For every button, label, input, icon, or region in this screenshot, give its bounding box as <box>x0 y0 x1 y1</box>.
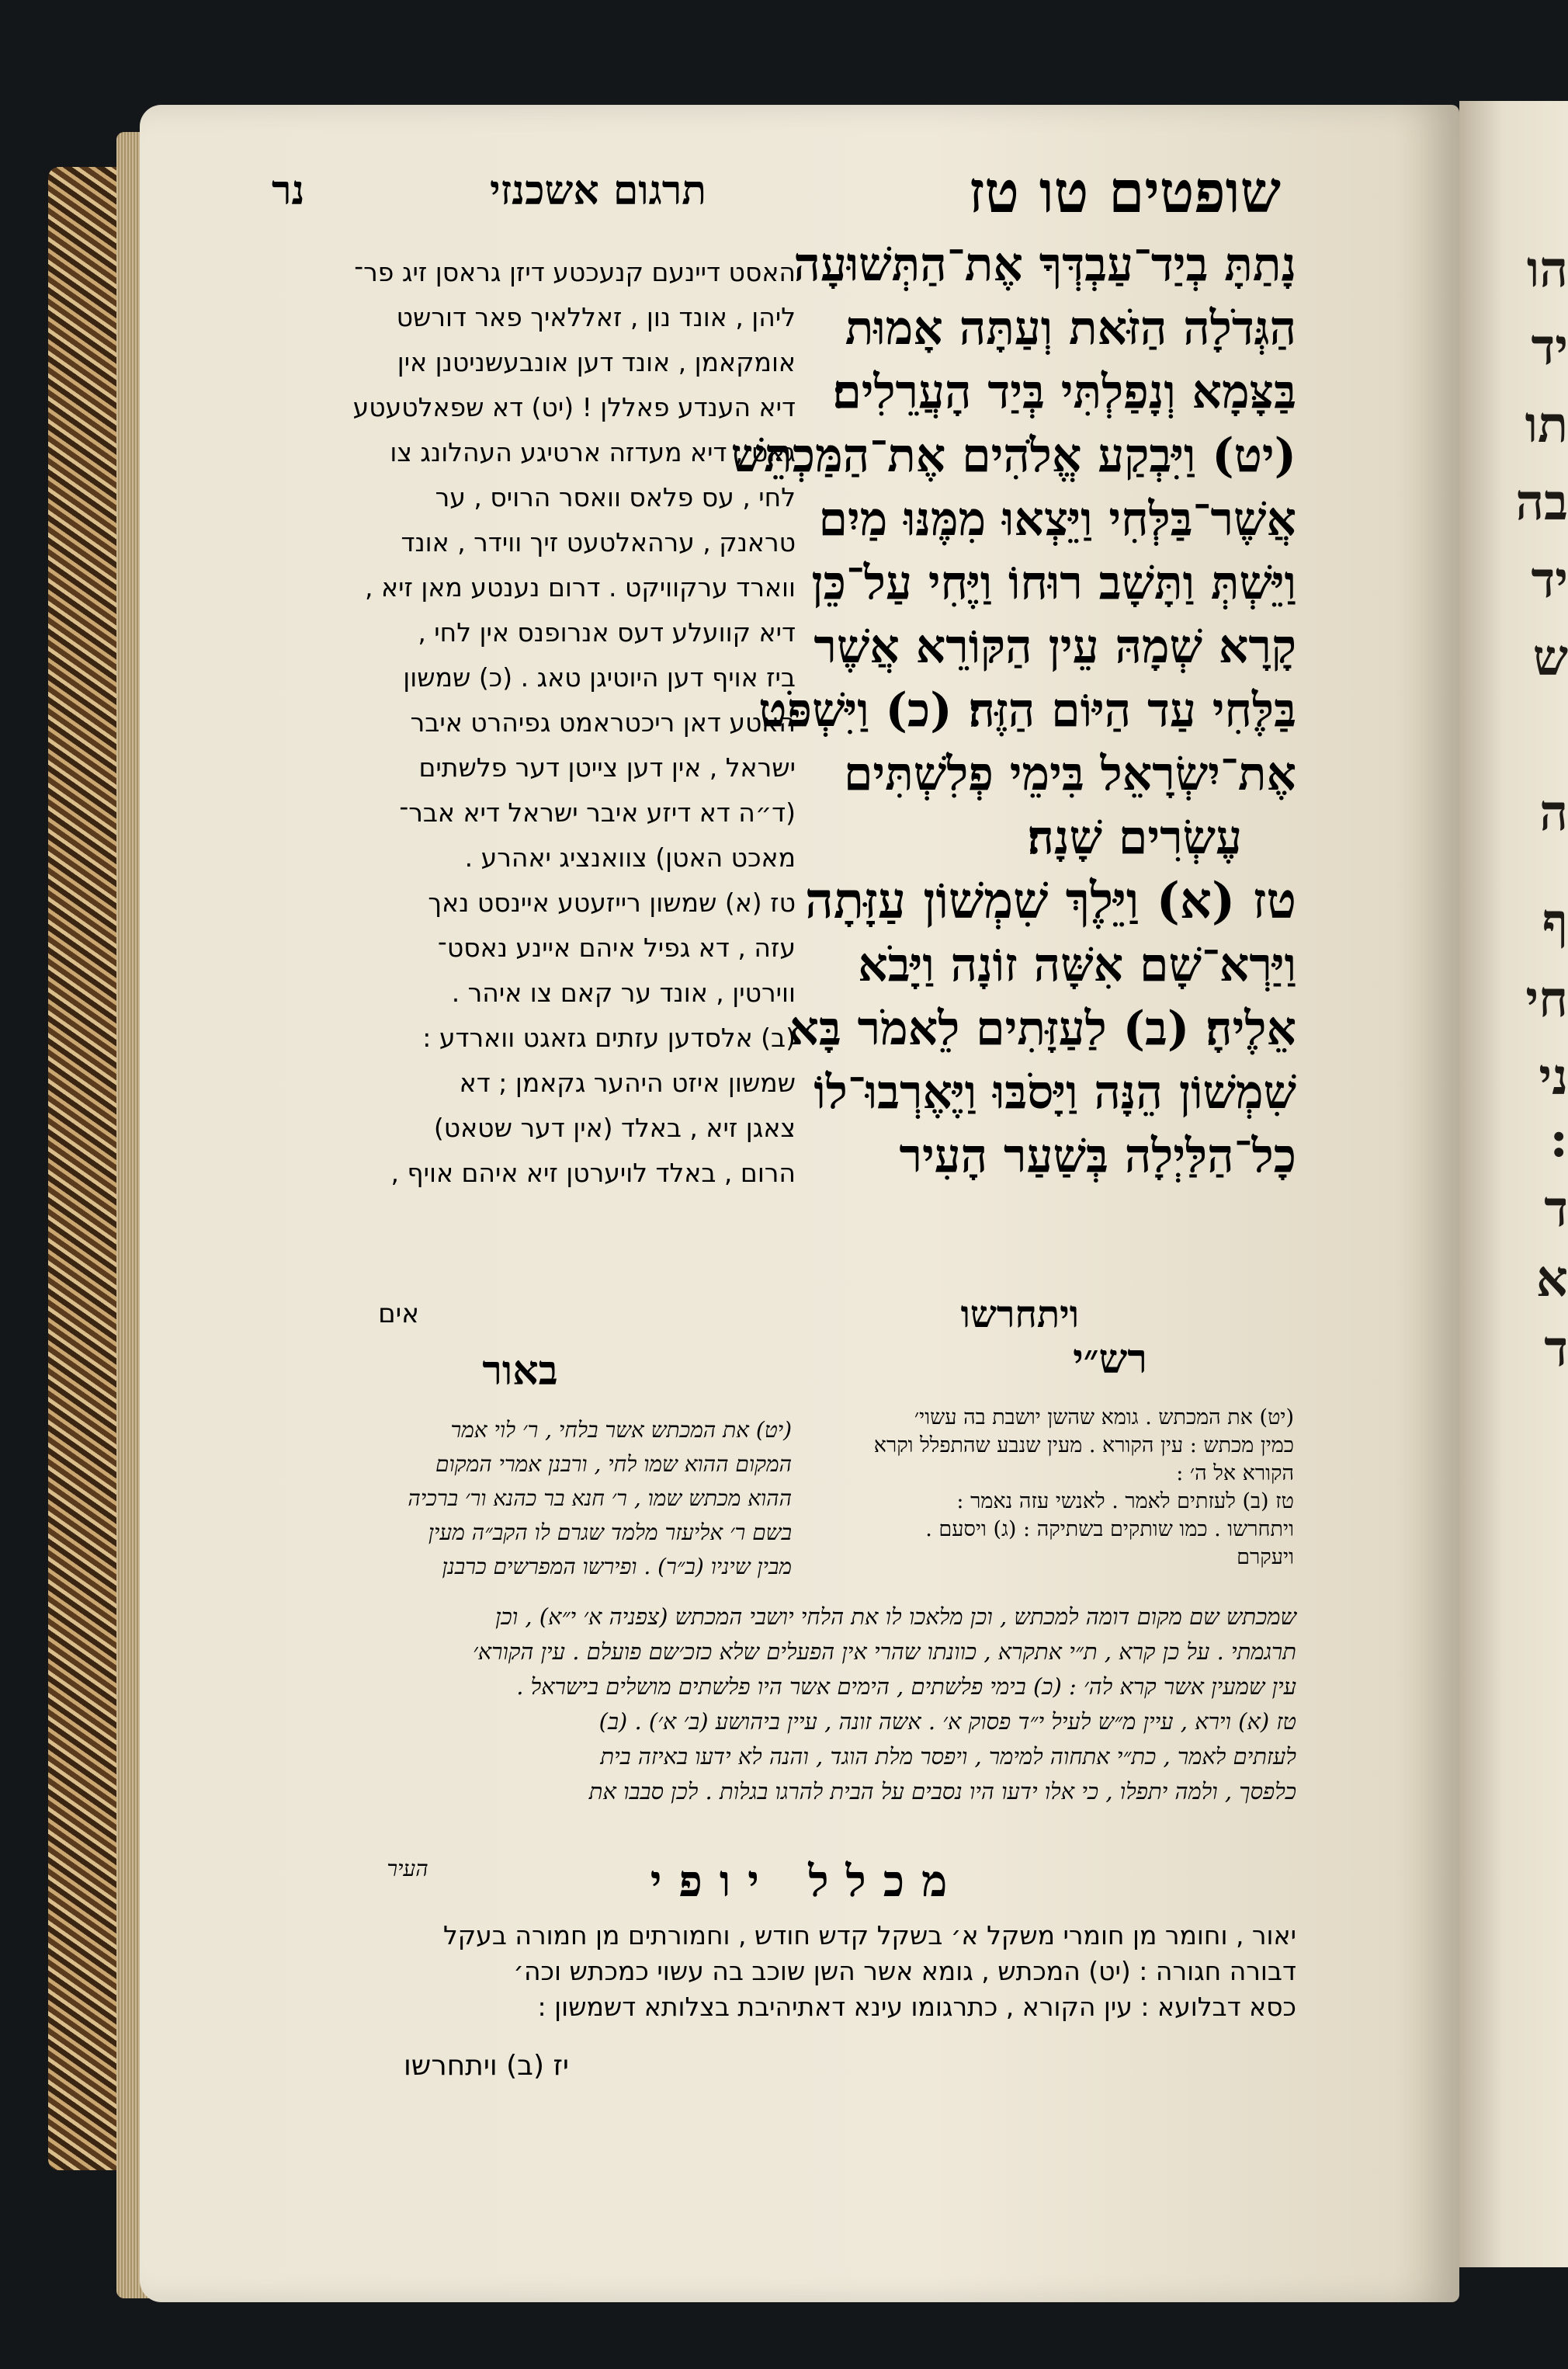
translation-line: ווארד ערקוויקט . דרום נענטע מאן זיא , <box>365 572 796 603</box>
page-catchword: יז (ב) ויתחרשו <box>404 2050 569 2082</box>
facing-page-text: תו <box>1525 396 1568 454</box>
facing-page-text: ש <box>1532 629 1568 687</box>
page-number: נר <box>272 167 305 214</box>
facing-page-text: הו <box>1526 241 1568 299</box>
scripture-line: שִׁמְשׁוֹן הֵנָּה וַיָּסֹבּוּ וַיֶּאֶרְבוּ־לוֹ <box>813 1065 1296 1120</box>
translation-line: טראנק , ערהאלטעט זיך ווידר , אונד <box>401 527 796 558</box>
translation-line: האטע דאן ריכטראמט גפיהרט איבר <box>410 707 796 738</box>
rashi-line: (יט) את המכתש . גומא שהשן יושבת בה עשוי׳ <box>914 1405 1294 1429</box>
scripture-line: נָתַתָּ בְיַד־עַבְדְּךָ אֶת־הַתְּשׁוּעָה <box>793 238 1296 292</box>
translation-line: טז (א) שמשון רייזעטע איינסט נאך <box>428 888 796 918</box>
facing-page-text: ד <box>1544 1180 1568 1238</box>
biur-heading: באור <box>482 1347 558 1395</box>
biur-line: מבין שיניו (ב״ר) . ופירשו המפרשים כרבנן <box>442 1554 792 1579</box>
running-header <box>272 167 706 214</box>
commentary-line: עין שמעין אשר קרא לה׳ : (כ) בימי פלשתים , הימים אשר היו פלשתים מושלים בישראל . <box>516 1673 1296 1700</box>
rashi-line: כמין מכתש : עין הקורא . מעין שנבע שהתפלל וקרא <box>873 1433 1294 1457</box>
translation-line: ליהן , אונד נון , זאללאיך פאר דורשט <box>396 302 796 332</box>
mikhlal-line: כסא דבלועא : עין הקורא , כתרגומו עינא דאתיהיבת בצלותא דשמשון : <box>537 1992 1296 2022</box>
scripture-column <box>730 233 1296 1188</box>
biur-line: בשם ר׳ אליעזר מלמד שגרם לו הקב״ה מעין <box>428 1520 792 1545</box>
facing-page-text: יד <box>1531 318 1568 377</box>
translation-line: (ב) אלסדען עזתים גזאגט ווארדע : <box>422 1023 796 1053</box>
rashi-heading: רש״י <box>1073 1336 1147 1383</box>
mikhlal-yofi-heading: מכלל יופי <box>650 1856 965 1907</box>
scripture-line: בַּלֶּחִי עַד הַיּוֹם הַזֶּה׃ (כ) וַיִּשְׁפֹּט <box>758 683 1296 738</box>
translation-line: הרום , באלד לויערטן זיא איהם אויף , <box>390 1158 796 1188</box>
translation-line: צאגן זיא , באלד (אין דער שטאט) <box>433 1113 796 1143</box>
rashi-line: ויעקרם <box>1237 1545 1294 1569</box>
commentary-line: לעזתים לאמר , כת״י אתחוה למימר , ויפסר מלת הוגד , והנה לא ידעו באיזה בית <box>600 1743 1296 1770</box>
commentary-line: כלפסך , ולמה יתפלו , כי אלו ידעו היו נסבים על הבית להרגו בגלות . לכן סבבו את <box>588 1778 1296 1805</box>
facing-page-text: : <box>1549 1110 1568 1169</box>
scripture-line: טז (א) וַיֵּלֶךְ שִׁמְשׁוֹן עַזָּתָה <box>805 872 1296 930</box>
scripture-line: עֶשְׂרִים שָׁנָה׃ <box>1027 811 1242 865</box>
running-header-title: תרגום אשכנזי <box>490 167 706 214</box>
facing-page-text: ף <box>1542 893 1568 951</box>
facing-page-text: ד <box>1544 1320 1568 1378</box>
facing-page-text: יד <box>1531 551 1568 610</box>
commentary-catchword: העיר <box>387 1856 428 1881</box>
scripture-line: וַיַּרְא־שָׁם אִשָּׁה זוֹנָה וַיָּבֹא <box>858 938 1296 992</box>
translation-line: עזה , דא גפיל איהם איינע נאסט־ <box>437 933 796 963</box>
facing-page-text: ני <box>1539 1048 1568 1106</box>
translation-line: ביז אויף דען היוטיגן טאג . (כ) שמשון <box>403 662 796 693</box>
biur-line: המקום ההוא שמו לחי , ורבנן אמרי המקום <box>435 1451 792 1477</box>
rashi-commentary <box>824 1404 1294 1572</box>
translation-line: האסט דיינעם קנעכטע דיזן גראסן זיג פר־ <box>354 257 796 287</box>
facing-page-text: בה <box>1515 474 1568 532</box>
scripture-line: בַּצָּמָא וְנָפַלְתִּי בְּיַד הָעֲרֵלִים׃ <box>832 365 1296 419</box>
scripture-line: הַגְּדֹלָה הַזֹּאת וְעַתָּה אָמוּת <box>845 301 1296 356</box>
translation-line: גאט , דיא מעדזה ארטיגע העהלונג צו <box>390 437 796 467</box>
facing-page-text: א <box>1535 1250 1568 1308</box>
commentary-line: טז (א) וירא , עיין מ״ש לעיל י״ד פסוק א׳ . אשה זונה , עיין ביהושע (ב׳ א׳) . (ב) <box>598 1708 1296 1735</box>
translation-catchword: אים <box>378 1298 419 1329</box>
translation-line: שמשון איזט היהער גקאמן ; דא <box>459 1068 796 1098</box>
page-title: שופטים טו טז <box>968 159 1281 226</box>
translation-line: (ד״ה דא דיזע איבר ישראל דיא אבר־ <box>399 797 796 828</box>
rashi-line: טז (ב) לעזתים לאמר . לאנשי עזה נאמר : <box>956 1489 1294 1513</box>
facing-page-text: ה <box>1539 784 1568 842</box>
mikhlal-line: יאור , וחומר מן חומרי משקל א׳ בשקל קדש חודש , וחמורתים מן חמורה בעקל <box>443 1920 1296 1950</box>
scripture-line: כָל־הַלַּיְלָה בְּשַׁעַר הָעִיר <box>899 1129 1296 1183</box>
translation-line: ישראל , אין דען צייטן דער פלשתים <box>418 752 796 783</box>
scripture-line: (יט) וַיִּבְקַע אֱלֹהִים אֶת־הַמַּכְתֵּשׁ <box>730 429 1296 483</box>
commentary-line: תרגמתי . על כן קרא , ת״י אתקרא , כוונתו שהרי אין הפעלים שלא כזכ׳שם פועלם . עין הקורא׳ <box>473 1638 1296 1665</box>
commentary-line: שמכתש שם מקום דומה למכתש , וכן מלאכו לו את הלחי יושבי המכתש (צפניה א׳ י״א) , וכן <box>495 1603 1296 1630</box>
translation-line: דיא הענדע פאללן ! (יט) דא שפאלטעטע <box>352 392 796 422</box>
rashi-line: הקורא אל ה׳ : <box>1176 1461 1294 1485</box>
biur-commentary <box>233 1413 792 1584</box>
scripture-catchword: ויתחרשו <box>960 1293 1079 1336</box>
translation-line: אומקאמן , אונד דען אונבעשניטנן אין <box>397 347 796 377</box>
scripture-line: קָרָא שְׁמָהּ עֵין הַקּוֹרֵא אֲשֶׁר <box>813 620 1296 674</box>
translation-line: מאכט האטן) צוואנציג יאהרע . <box>464 842 796 873</box>
mikhlal-line: דבורה חגורה : (יט) המכתש , גומא אשר השן שוכב בה עשוי כמכתש וכה׳ <box>513 1956 1296 1986</box>
facing-page <box>1459 101 1568 2267</box>
biur-line: ההוא מכתש שמו , ר׳ חנא בר כהנא ור׳ ברכיה <box>408 1485 792 1511</box>
facing-page-text: חי <box>1525 971 1568 1029</box>
biur-line: (יט) את המכתש אשר בלחי , ר׳ לוי אמר <box>450 1417 792 1443</box>
scripture-line: אֶת־יִשְׂרָאֵל בִּימֵי פְלִשְׁתִּים <box>843 747 1296 801</box>
translation-line: ווירטין , אונד ער קאם צו איהר . <box>451 978 796 1008</box>
mikhlal-yofi-commentary <box>233 1918 1296 2025</box>
biur-commentary-continued <box>233 1600 1296 1809</box>
translation-line: דיא קוועלע דעס אנרופנס אין לחי , <box>418 617 796 648</box>
scripture-line: אֲשֶׁר־בַּלְּחִי וַיֵּצְאוּ מִמֶּנּוּ מַיִם <box>818 492 1296 547</box>
rashi-line: ויתחרשו . כמו שותקים בשתיקה : (ג) ויסעם . <box>925 1517 1294 1541</box>
translation-line: לחי , עס פלאס וואסר הרויס , ער <box>435 482 796 512</box>
translation-column <box>233 250 796 1196</box>
scripture-line: אֵלֶיהָ׃ (ב) לַעַזָּתִים לֵאמֹר בָּא <box>789 1002 1296 1056</box>
scripture-line: וַיֵּשְׁתְּ וַתָּשָׁב רוּחוֹ וַיֶּחִי עַל־כֵּן <box>811 556 1296 610</box>
